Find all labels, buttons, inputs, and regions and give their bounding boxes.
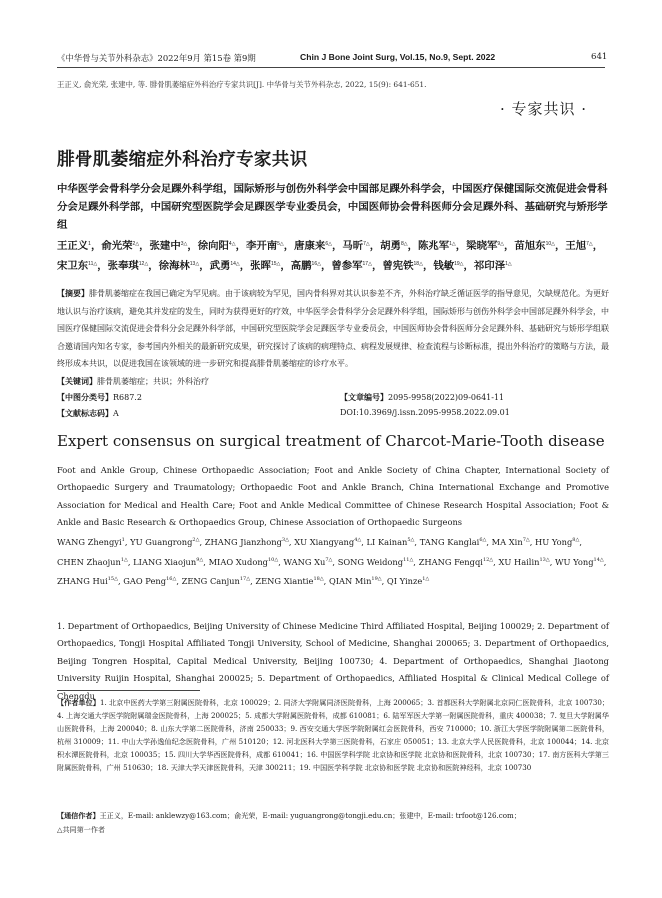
author-name: MIAO Xudong xyxy=(208,556,268,567)
author-name: 张奉琪 xyxy=(107,260,139,272)
article-title-cn: 腓骨肌萎缩症外科治疗专家共识 xyxy=(57,150,308,170)
author-cn xyxy=(291,261,321,272)
author-affiliation-marker: 2△ xyxy=(192,537,200,543)
footnote-corresponding xyxy=(57,809,609,823)
author-affiliation-marker: 7△ xyxy=(363,241,370,247)
author-name: 王正义 xyxy=(57,241,89,252)
author-affiliation-marker: 1△ xyxy=(422,576,430,582)
article-number-label: 【文章编号】 xyxy=(340,393,388,402)
author-en xyxy=(57,557,128,567)
header-rule xyxy=(57,67,605,68)
author-name: 俞光荣 xyxy=(101,241,133,252)
author-name: XU Xiangyang xyxy=(294,537,355,547)
author-name: 宋卫东 xyxy=(57,260,89,272)
author-affiliation-marker: 15△ xyxy=(107,576,118,582)
author-name: SONG Weidong xyxy=(337,556,404,567)
author-name: 张晖 xyxy=(250,260,271,272)
author-name: LI Kainan xyxy=(366,537,408,547)
author-affiliation-marker: 13△ xyxy=(189,260,200,267)
author-name: 马昕 xyxy=(342,241,364,252)
author-affiliation-marker: 19△ xyxy=(454,260,464,267)
author-name: 祁印泽 xyxy=(473,260,506,272)
document-code-value: A xyxy=(113,409,119,418)
author-name: TANG Kanglai xyxy=(419,537,480,547)
author-affiliation-marker: 5△ xyxy=(407,537,415,543)
author-name: XU Hailin xyxy=(498,556,540,567)
footnote-co-first-author: △共同第一作者 xyxy=(57,825,106,834)
author-cn xyxy=(250,261,280,272)
section-tag: · 专家共识 · xyxy=(500,100,588,118)
author-affiliation-marker: 1△ xyxy=(120,556,128,563)
author-en xyxy=(555,557,604,567)
author-en xyxy=(492,537,530,547)
author-cn xyxy=(108,261,149,272)
citation-line: 王正义, 俞光荣, 张建中, 等. 腓骨肌萎缩症外科治疗专家共识[J]. 中华骨与关节外科杂志, 2022, 15(9): 641-651. xyxy=(57,80,427,89)
author-en xyxy=(387,576,429,586)
author-name: CHEN Zhaojun xyxy=(57,556,121,567)
author-name: WU Yong xyxy=(554,556,594,567)
author-name: 徐海林 xyxy=(158,260,190,272)
author-list-en: WANG Zhengyi$^1$, YU Guangrong$^{2\triangle}$, ZHANG Jianzhong$^{3\triangle}$, XU Xiangyang$^{4\triangle}$, LI Kainan$^{5\triangle}$, TANG Kanglai$^{6\triangle}$, MA Xin$^{7\triangle}$, HU Yong$^{8\triangle}$, CHEN Zhaojun$^{1\triangle}$, LIANG Xiaojun$^{9\triangle}$, MIAO Xudong$^{10\triangle}$, WANG $Xu^{7\triangle}$, SONG Weidong$^{11\triangle}$, ZHANG Fengqi$^{12\triangle}$, XU Hailin$^{13\triangle}$, WU Yong$^{14\triangle}$, ZHANG Hui$^{15\triangle}$, GAO Peng$^{16\triangle}$, ZENG Canjun$^{17\triangle}$, ZENG Xiantie$^{18\triangle}$, QIAN Min$^{19\triangle}$, QI Yinze$^{1\triangle}$ xyxy=(57,537,607,586)
author-affiliation-marker: 11△ xyxy=(403,556,414,563)
page-number: 641 xyxy=(591,52,608,62)
author-affiliation-marker: 1△ xyxy=(449,241,456,247)
author-cn xyxy=(210,261,240,272)
author-affiliation-marker: 8△ xyxy=(400,241,408,247)
author-affiliation-marker: 15△ xyxy=(270,260,281,267)
author-cn xyxy=(565,241,592,252)
author-name: ZHANG Fengqi xyxy=(418,556,483,567)
author-en xyxy=(130,537,199,547)
author-en xyxy=(182,576,250,586)
author-affiliation-marker: 1△ xyxy=(505,260,512,267)
organizations-en: Foot and Ankle Group, Chinese Orthopaedic Association; Foot and Ankle Society of China Chapter, International Society of Orthopaedic Surgery and Traumatology; Orthopaedic Foot and Ankle Branch, China International Exchange and Promotive Association for Medical and Health Care; Foot and Ankle Medical Committee of Chinese Research Hospital Association; Foot & Ankle and Basic Research & Orthopaedics Group, Chinese Association of Orthopaedic Surgeons xyxy=(57,465,609,528)
author-affiliation-marker: 10△ xyxy=(545,241,555,247)
author-name: 梁晓军 xyxy=(466,241,498,252)
author-cn xyxy=(198,241,236,252)
author-name: LIANG Xiaojun xyxy=(133,556,197,567)
author-en xyxy=(123,576,176,586)
article-title-en: Expert consensus on surgical treatment of Charcot-Marie-Tooth disease xyxy=(57,432,605,450)
author-en xyxy=(338,557,414,567)
author-name: ZENG Xiantie xyxy=(255,576,314,586)
author-en xyxy=(419,557,494,567)
author-name: 曾宪铁 xyxy=(382,260,414,272)
author-en xyxy=(535,537,579,547)
author-cn xyxy=(342,241,369,252)
author-name: 李开南 xyxy=(245,241,278,252)
author-affiliation-marker: 17△ xyxy=(239,576,251,582)
affiliations-en: 1. Department of Orthopaedics, Beijing University of Chinese Medicine Third Affiliated Hospital, Beijing 100029; 2. Department of Orthopaedics, Tongji Hospital Affiliated Tongji University, School of Medicine, Shanghai 200065; 3. Department of Orthopaedics, Beijing Tongren Hospital, Capital Medical University, Beijing 100730; 4. Department of Orthopaedics, Shanghai Jiaotong University Ruijin Hospital, Shanghai 200025; 5. Department of Orthopaedics, Affiliated Hospital & Clinical Medical College of Chengdu xyxy=(57,621,609,701)
author-affiliation-marker: 14△ xyxy=(593,556,604,563)
author-name: ZHANG Jianzhong xyxy=(204,537,282,547)
running-header-journal-cn: 《中华骨与关节外科杂志》2022年9月 第15卷 第9期 xyxy=(57,53,256,63)
author-name: WANG Zhengyi xyxy=(57,537,122,547)
footnote-affiliations-text: 1. 北京中医药大学第三附属医院骨科，北京 100029；2. 同济大学附属同济医院骨科，上海 200065；3. 首都医科大学附属北京同仁医院骨科，北京 100730；4. 上海交通大学医学院附属瑞金医院骨科，上海 200025；5. 成都大学附属医院骨科，成都 610081；6. 陆军军医大学第一附属医院骨科，重庆 400038；7. 复旦大学附属华山医院骨科，上海 200040；8. 山东大学第二医院骨科，济南 250033；9. 西安交通大学医学院附属红会医院骨科，西安 710000；10. 浙江大学医学院附属第二医院骨科，杭州 310009；11. 中山大学孙逸仙纪念医院骨科，广州 510120；12. 河北医科大学第三医院骨科，石家庄 050051；13. 北京大学人民医院骨科，北京 100044；14. 北京积水潭医院骨科，北京 100035；15. 四川大学华西医院骨科，成都 610041；16. 中国医学科学院 北京协和医学院 北京协和医院骨科，北京 100730；17. 南方医科大学第三附属医院骨科，广州 510630；18. 天津大学天津医院骨科，天津 300211；19. 中国医学科学院 北京协和医学院 北京协和医院神经科，北京 100730 xyxy=(57,698,610,772)
author-name: GAO Peng xyxy=(123,576,167,586)
author-affiliation-marker: 8△ xyxy=(572,537,580,543)
author-en xyxy=(498,557,549,567)
footnote-corresponding-text: 王正义，E-mail: anklewzy@163.com；俞光荣，E-mail: yuguangrong@tongji.edu.cn；张建中，E-mail: trfoot@126.com； xyxy=(99,811,521,820)
author-en xyxy=(329,576,382,586)
author-affiliation-marker: 10△ xyxy=(267,556,279,563)
author-name: 苗旭东 xyxy=(514,241,546,252)
author-affiliation-marker: 1 xyxy=(121,537,125,543)
author-name: ZENG Canjun xyxy=(181,576,240,586)
author-cn xyxy=(101,241,139,252)
author-en xyxy=(420,537,487,547)
keywords-label: 【关键词】 xyxy=(57,377,97,386)
keywords-text: 腓骨肌萎缩症；共识；外科治疗 xyxy=(97,377,209,386)
organizations-cn: 中华医学会骨科学分会足踝外科学组，国际矫形与创伤外科学会中国部足踝外科学会，中国医疗保健国际交流促进会骨科分会足踝外科学部，中国研究型医院学会足踝医学专业委员会，中国医师协会骨科医师分会足踝外科、基础研究与矫形学组 xyxy=(57,184,608,231)
author-en xyxy=(255,576,323,586)
author-name: 张建中 xyxy=(149,241,181,252)
author-affiliation-marker: 14△ xyxy=(230,260,240,267)
footnote-rule xyxy=(57,690,200,691)
author-affiliation-marker: 16△ xyxy=(166,576,177,582)
author-affiliation-marker: 6△ xyxy=(325,241,332,247)
article-number-value: 2095-9958(2022)09-0641-11 xyxy=(388,393,505,402)
author-affiliation-marker: 9△ xyxy=(497,241,504,247)
author-affiliation-marker: 4△ xyxy=(354,537,362,543)
author-en xyxy=(57,576,118,586)
document-code xyxy=(57,408,119,419)
author-name: 王旭 xyxy=(565,241,587,252)
author-name: WANG Xu xyxy=(283,556,326,567)
author-affiliation-marker: 19△ xyxy=(371,576,382,582)
clc-number xyxy=(57,392,142,403)
author-affiliation-marker: 11△ xyxy=(88,260,98,267)
author-name: QIAN Min xyxy=(328,576,372,586)
author-cn xyxy=(246,241,284,252)
abstract-label: 【摘要】 xyxy=(57,289,89,298)
author-cn xyxy=(294,241,332,252)
author-en xyxy=(283,557,332,567)
abstract-text: 腓骨肌萎缩症在我国已确定为罕见病。由于该病较为罕见，国内骨科界对其认识参差不齐，外科治疗缺乏循证医学的指导意见，欠缺规范化。为更好地认识与治疗该病，避免其并发症的发生，同时为获得更好的疗效，中华医学会骨科学分会足踝外科学组，国际矫形与创伤外科学会中国部足踝外科学会，中国医疗保健国际交流促进会骨科分会足踝外科学部，中国研究型医院学会足踝医学专业委员会，中国医师协会骨科医师分会足踝外科、基础研究与矫形学组联合邀请国内知名专家，参考国内外相关的最新研究成果，研究探讨了该病的病理特点、病程发展规律、检查流程与诊断标准，提出外科治疗的策略与方法，最终形成本共识，以促进我国在该领域的进一步研究和提高腓骨肌萎缩症的诊疗水平。 xyxy=(57,289,609,369)
author-cn xyxy=(380,241,407,252)
author-affiliation-marker: 3△ xyxy=(180,241,188,247)
author-affiliation-marker: 18△ xyxy=(413,260,423,267)
author-affiliation-marker: 7△ xyxy=(522,537,530,543)
author-name: QI Yinze xyxy=(386,576,423,586)
author-cn xyxy=(514,241,555,252)
author-list-cn: 王正义$^1$，俞光荣$^{2\triangle}$，张建中$^{3\triangle}$，徐向阳$^{4\triangle}$，李开南$^{5\triangle}$，唐康来$^{6\triangle}$，马昕$^{7\triangle}$，胡勇$^{8\triangle}$，陈兆军$^{1\triangle}$，梁晓军$^{9\triangle}$，苗旭东$^{10\triangle}$，王旭$^{7\triangle}$，宋卫东$^{11\triangle}$，张奉琪$^{12\triangle}$，徐海林$^{13\triangle}$，武勇$^{14\triangle}$，张晖$^{15\triangle}$，高鹏$^{16\triangle}$，曾参军$^{17\triangle}$，曾宪铁$^{18\triangle}$，钱敏$^{19\triangle}$，祁印泽$^{1\triangle}$ xyxy=(57,241,604,272)
author-affiliation-marker: 13△ xyxy=(539,556,550,563)
author-name: 高鹏 xyxy=(290,260,312,272)
author-affiliation-marker: 4△ xyxy=(228,241,236,247)
author-cn xyxy=(159,261,200,272)
author-name: 陈兆军 xyxy=(417,241,450,252)
author-en xyxy=(209,557,279,567)
author-affiliation-marker: 6△ xyxy=(479,537,487,543)
author-affiliation-marker: 17△ xyxy=(362,260,372,267)
author-affiliation-marker: 12△ xyxy=(482,556,494,563)
author-affiliation-marker: 2△ xyxy=(132,241,140,247)
author-affiliation-marker: 12△ xyxy=(138,260,149,267)
author-name: YU Guangrong xyxy=(130,537,193,547)
author-cn xyxy=(418,241,456,252)
author-name: ZHANG Hui xyxy=(57,576,108,586)
author-affiliation-marker: 1 xyxy=(88,241,91,247)
doi: DOI:10.3969/j.issn.2095-9958.2022.09.01 xyxy=(340,408,510,417)
author-name: 胡勇 xyxy=(380,241,401,252)
footnote-affiliations xyxy=(57,697,609,774)
author-affiliation-marker: 9△ xyxy=(196,556,204,563)
clc-value: R687.2 xyxy=(113,393,142,402)
author-affiliation-marker: 7△ xyxy=(586,241,593,247)
clc-label: 【中图分类号】 xyxy=(57,393,113,402)
footnote-affiliations-label: 【作者单位】 xyxy=(57,699,100,707)
author-cn xyxy=(474,261,512,272)
author-en xyxy=(367,537,415,547)
author-affiliation-marker: 5△ xyxy=(277,241,284,247)
document-code-label: 【文献标志码】 xyxy=(57,409,113,418)
author-name: 武勇 xyxy=(209,260,231,272)
author-cn xyxy=(331,261,372,272)
author-affiliation-marker: 3△ xyxy=(281,537,289,543)
author-cn xyxy=(57,261,97,272)
author-cn xyxy=(433,261,463,272)
author-en xyxy=(133,557,203,567)
author-name: 徐向阳 xyxy=(197,241,229,252)
author-affiliation-marker: 18△ xyxy=(313,576,324,582)
author-cn xyxy=(466,241,504,252)
author-name: HU Yong xyxy=(535,537,573,547)
footnote-corresponding-label: 【通信作者】 xyxy=(57,812,100,820)
author-cn xyxy=(57,241,91,252)
author-affiliation-marker: 16△ xyxy=(311,260,321,267)
author-en xyxy=(294,537,361,547)
author-en xyxy=(205,537,289,547)
keywords-cn xyxy=(57,376,209,387)
abstract-cn xyxy=(57,285,609,373)
author-en xyxy=(57,537,125,547)
running-header-journal-en: Chin J Bone Joint Surg, Vol.15, No.9, Sept. 2022 xyxy=(300,52,496,62)
author-name: MA Xin xyxy=(491,537,523,547)
article-number xyxy=(340,392,504,403)
author-cn xyxy=(150,241,188,252)
author-name: 唐康来 xyxy=(294,241,326,252)
author-affiliation-marker: 7△ xyxy=(325,556,333,563)
author-name: 曾参军 xyxy=(331,260,363,272)
author-name: 钱敏 xyxy=(433,260,455,272)
author-cn xyxy=(382,261,423,272)
